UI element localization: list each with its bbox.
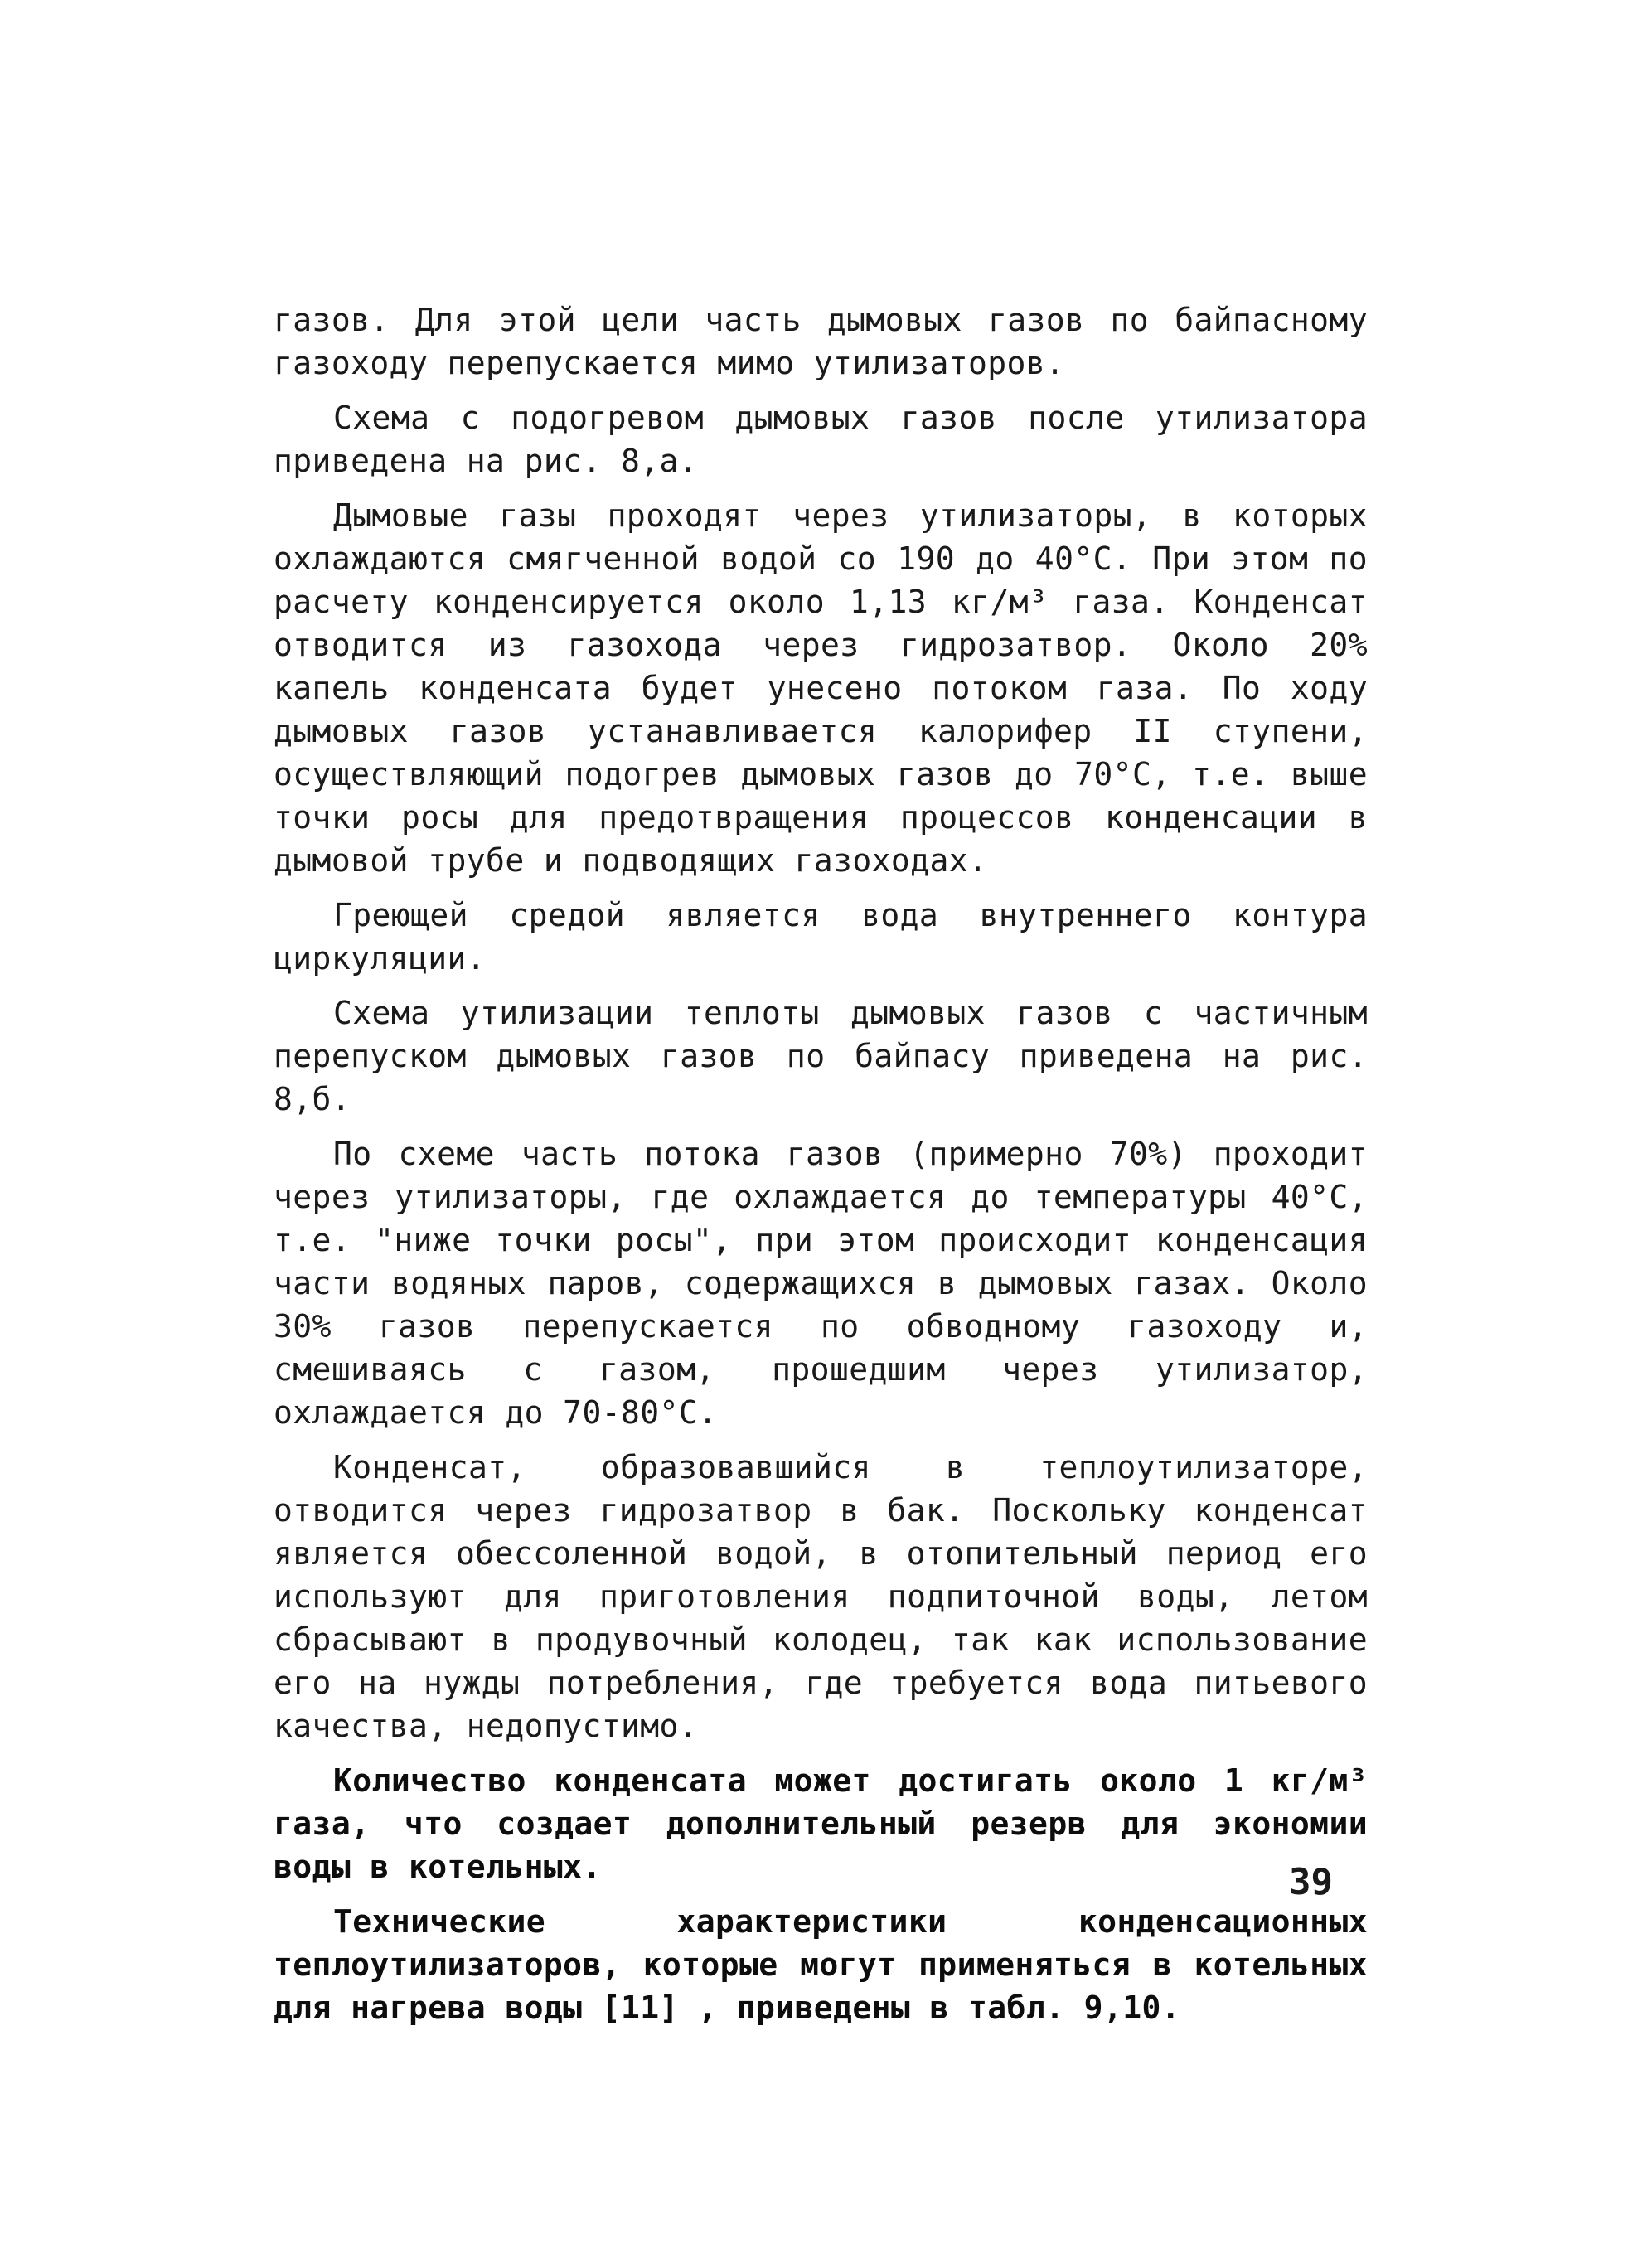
page-number: 39 xyxy=(1289,1861,1333,1903)
paragraph-8: Количество конденсата может достигать около 1 кг/м³ газа, что создает дополнительный резерв для экономии воды в котельных. xyxy=(274,1762,1368,1885)
paragraph-2: Схема с подогревом дымовых газов после утилизатора приведена на рис. 8,а. xyxy=(274,400,1368,479)
paragraph-4: Греющей средой является вода внутреннего контура циркуляции. xyxy=(274,897,1368,976)
paragraph-5: Схема утилизации теплоты дымовых газов с частичным перепуском дымовых газов по байпасу приведена на рис. 8,б. xyxy=(274,995,1368,1117)
paragraph-7: Конденсат, образовавшийся в теплоутилизаторе, отводится через гидрозатвор в бак. Поскольку конденсат является обессоленной водой, в отопительный период его используют для приготовления подпиточной воды, летом сбрасывают в продувочный колодец, так как использование его на нужды потребления, где требуется вода питьевого качества, недопустимо. xyxy=(274,1449,1368,1744)
paragraph-9: Технические характеристики конденсационных теплоутилизаторов, которые могут применяться в котельных для нагрева воды [11] , приведены в табл. 9,10. xyxy=(274,1903,1368,2026)
body-text xyxy=(274,298,1368,2041)
paragraph-6: По схеме часть потока газов (примерно 70%) проходит через утилизаторы, где охлаждается до температуры 40°С, т.е. "ниже точки росы", при этом происходит конденсация части водяных паров, содержащихся в дымовых газах. Около 30% газов перепускается по обводному газоходу и, смешиваясь с газом, прошедшим через утилизатор, охлаждается до 70-80°С. xyxy=(274,1136,1368,1431)
paragraph-3: Дымовые газы проходят через утилизаторы, в которых охлаждаются смягченной водой со 190 до 40°С. При этом по расчету конденсируется около 1,13 кг/м³ газа. Конденсат отводится из газохода через гидрозатвор. Около 20% капель конденсата будет унесено потоком газа. По ходу дымовых газов устанавливается калорифер II ступени, осуществляющий подогрев дымовых газов до 70°С, т.е. выше точки росы для предотвращения процессов конденсации в дымовой трубе и подводящих газоходах. xyxy=(274,497,1368,879)
paragraph-1: газов. Для этой цели часть дымовых газов по байпасному газоходу перепускается мимо утилизаторов. xyxy=(274,302,1368,381)
